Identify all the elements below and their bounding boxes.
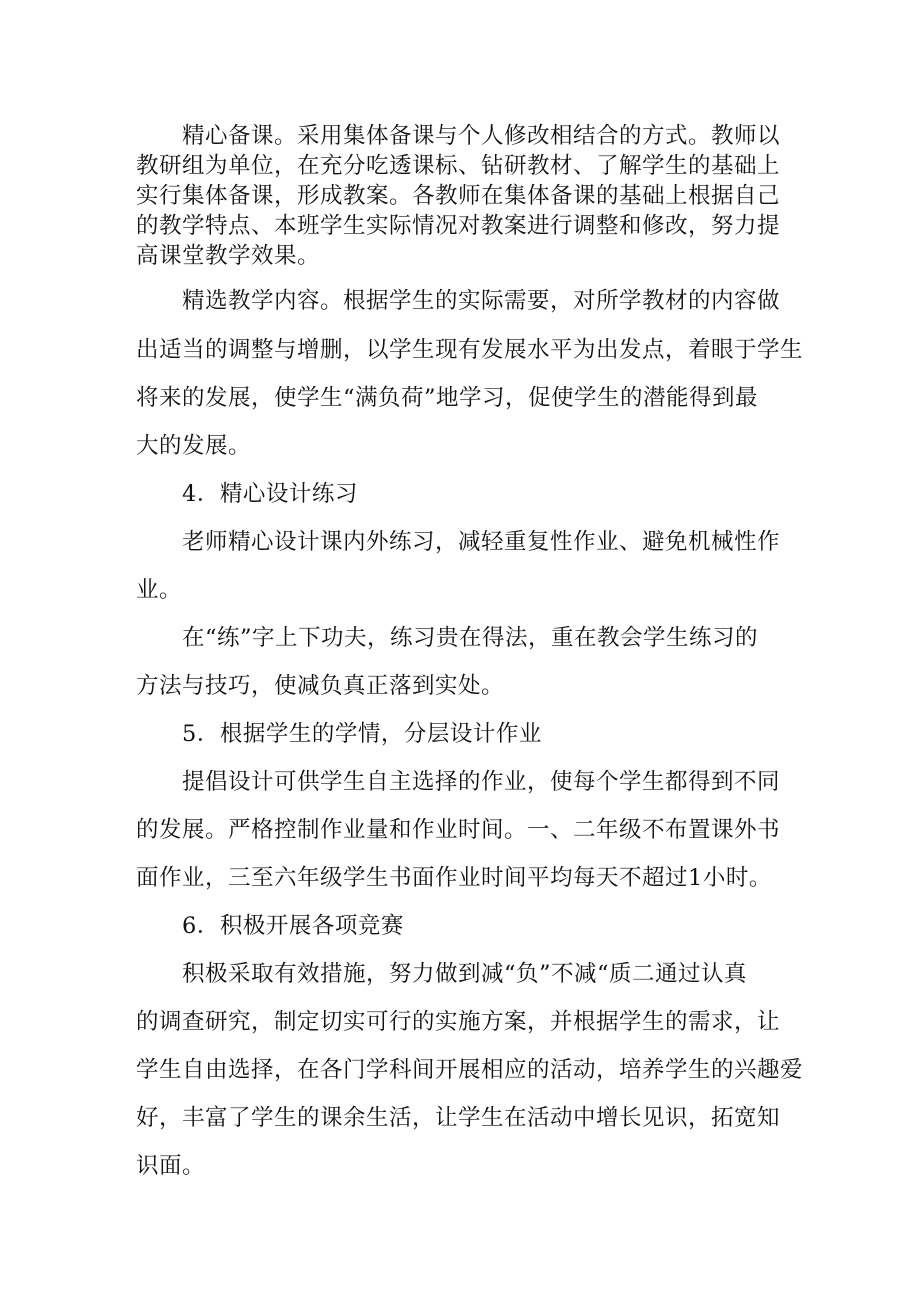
paragraph-line: 好，丰富了学生的课余生活，让学生在活动中增长见识，拓宽知: [136, 1105, 781, 1131]
paragraph-line: 业。: [136, 577, 183, 603]
paragraph-line: 高课堂教学效果。: [136, 243, 321, 269]
paragraph-line: 提倡设计可供学生自主选择的作业，使每个学生都得到不同: [136, 769, 781, 795]
paragraph-line: 识面。: [136, 1153, 206, 1179]
paragraph-line: 的教学特点、本班学生实际情况对教案进行调整和修改，努力提: [136, 213, 781, 239]
section-heading: 4．精心设计练习: [136, 481, 358, 507]
paragraph-line: 大的发展。: [136, 433, 252, 459]
section-heading: 6．积极开展各项竞赛: [136, 913, 404, 939]
paragraph-line: 的调查研究，制定切实可行的实施方案，并根据学生的需求，让: [136, 1009, 781, 1035]
paragraph-line: 精心备课。采用集体备课与个人修改相结合的方式。教师以: [136, 123, 781, 149]
paragraph-line: 实行集体备课，形成教案。各教师在集体备课的基础上根据自己: [136, 183, 781, 209]
paragraph-line: 方法与技巧，使减负真正落到实处。: [136, 673, 505, 699]
paragraph-line: 在“练”字上下功夫，练习贵在得法，重在教会学生练习的: [136, 625, 759, 651]
paragraph-line: 面作业，三至六年级学生书面作业时间平均每天不超过1小时。: [136, 865, 772, 891]
paragraph-line: 的发展。严格控制作业量和作业时间。一、二年级不布置课外书: [136, 817, 781, 843]
paragraph-line: 积极采取有效措施，努力做到减“负”不减“质二通过认真: [136, 961, 748, 987]
paragraph-line: 将来的发展，使学生“满负荷”地学习，促使学生的潜能得到最: [136, 385, 759, 411]
paragraph-line: 老师精心设计课内外练习，减轻重复性作业、避免机械性作: [136, 529, 781, 555]
paragraph-line: 出适当的调整与增删，以学生现有发展水平为出发点，着眼于学生: [136, 337, 804, 363]
paragraph-line: 精选教学内容。根据学生的实际需要，对所学教材的内容做: [136, 288, 781, 314]
paragraph-line: 教研组为单位，在充分吃透课标、钻研教材、了解学生的基础上: [136, 153, 781, 179]
paragraph-line: 学生自由选择，在各门学科间开展相应的活动，培养学生的兴趣爱: [136, 1057, 804, 1083]
section-heading: 5．根据学生的学情，分层设计作业: [136, 721, 542, 747]
